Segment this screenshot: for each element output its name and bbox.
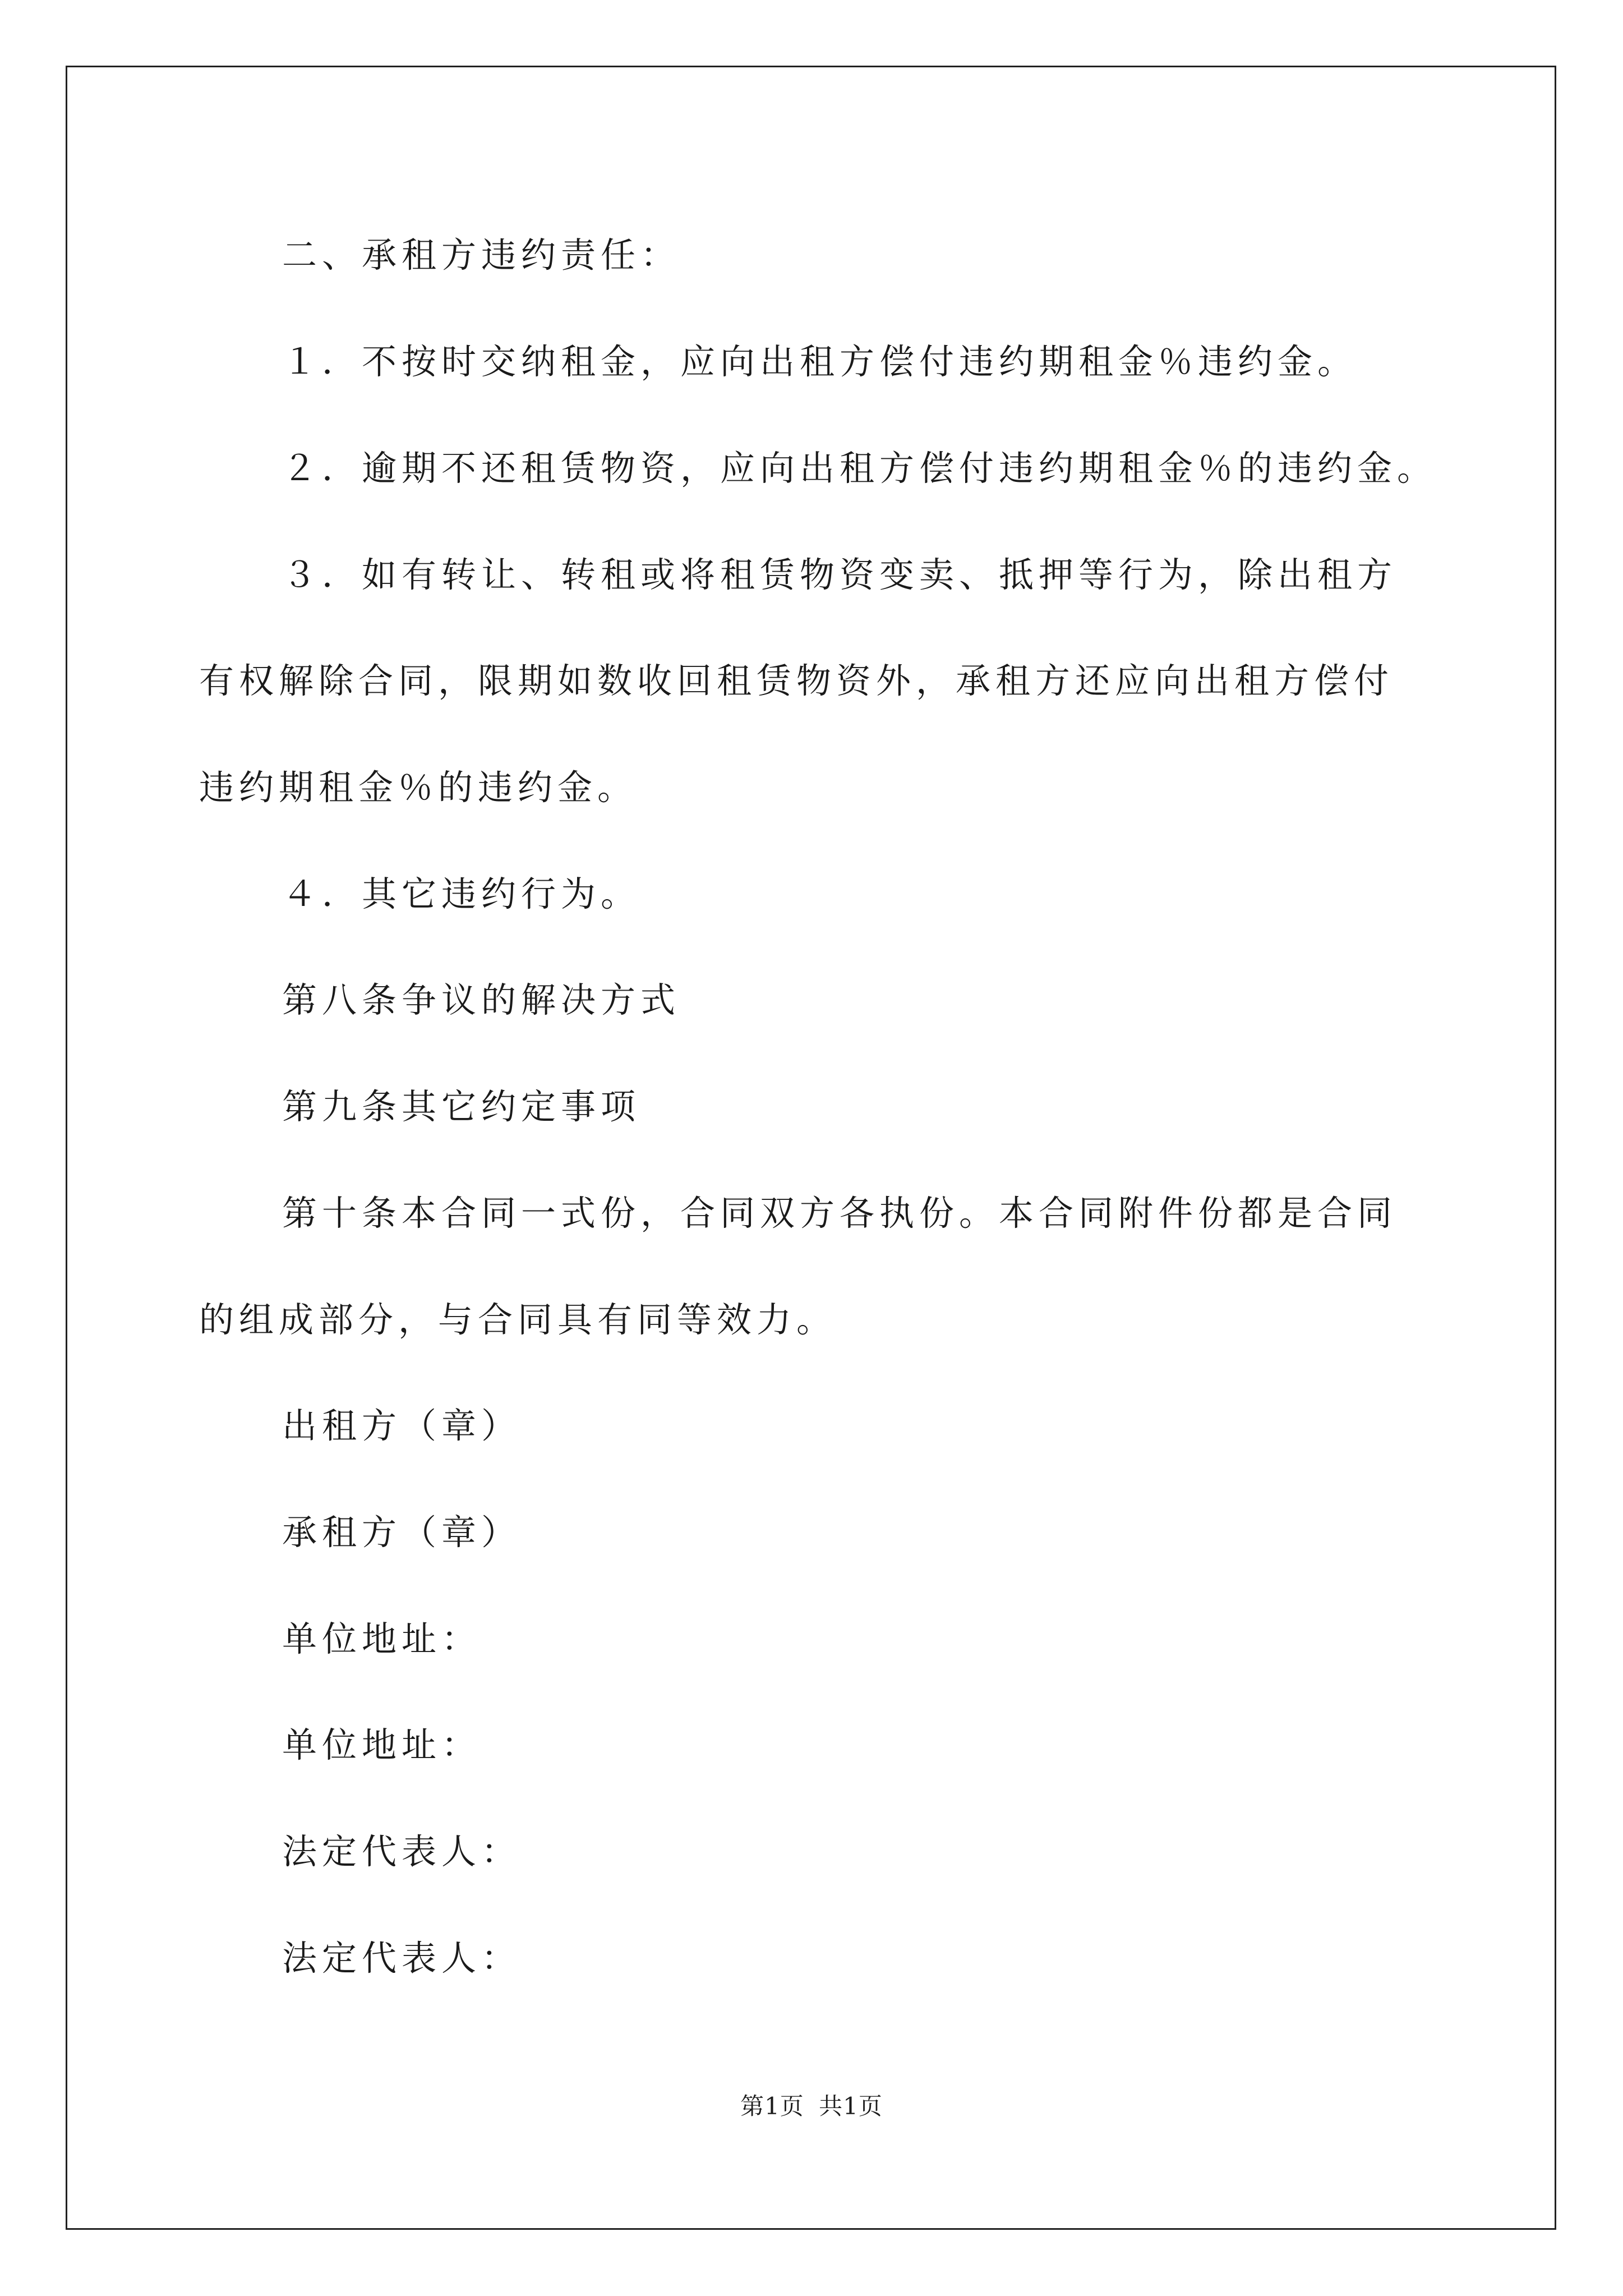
clause-4-other-breach: ４．其它违约行为。 <box>282 873 641 914</box>
lessee-address-label: 单位地址： <box>282 1724 482 1765</box>
article-10-line-1: 第十条本合同一式份，合同双方各执份。本合同附件份都是合同 <box>282 1193 1398 1234</box>
clause-1-late-rent: １．不按时交纳租金，应向出租方偿付违约期租金％违约金。 <box>282 341 1358 382</box>
lessor-representative-label: 法定代表人： <box>282 1831 522 1872</box>
page-border <box>66 66 1556 2230</box>
lessee-representative-label: 法定代表人： <box>282 1938 522 1978</box>
lessor-address-label: 单位地址： <box>282 1618 482 1659</box>
page-footer <box>0 2091 1623 2122</box>
clause-3-line-1: ３．如有转让、转租或将租赁物资变卖、抵押等行为，除出租方 <box>282 554 1398 595</box>
article-10-line-2: 的组成部分，与合同具有同等效力。 <box>199 1299 837 1340</box>
lessor-seal-label: 出租方（章） <box>282 1405 522 1446</box>
lessee-seal-label: 承租方（章） <box>282 1512 522 1553</box>
clause-2-overdue-return: ２．逾期不还租赁物资，应向出租方偿付违约期租金％的违约金。 <box>282 448 1437 489</box>
clause-3-line-2: 有权解除合同，限期如数收回租赁物资外，承租方还应向出租方偿付 <box>199 660 1394 701</box>
page-number-total: 共1页 <box>819 2092 883 2120</box>
clause-3-line-3: 违约期租金％的违约金。 <box>199 767 638 808</box>
page-number-current: 第1页 <box>740 2092 804 2120</box>
article-9-other-matters: 第九条其它约定事项 <box>282 1086 641 1127</box>
article-8-dispute-resolution: 第八条争议的解决方式 <box>282 979 681 1020</box>
section-heading-lessee-liability: 二、承租方违约责任： <box>282 234 681 275</box>
